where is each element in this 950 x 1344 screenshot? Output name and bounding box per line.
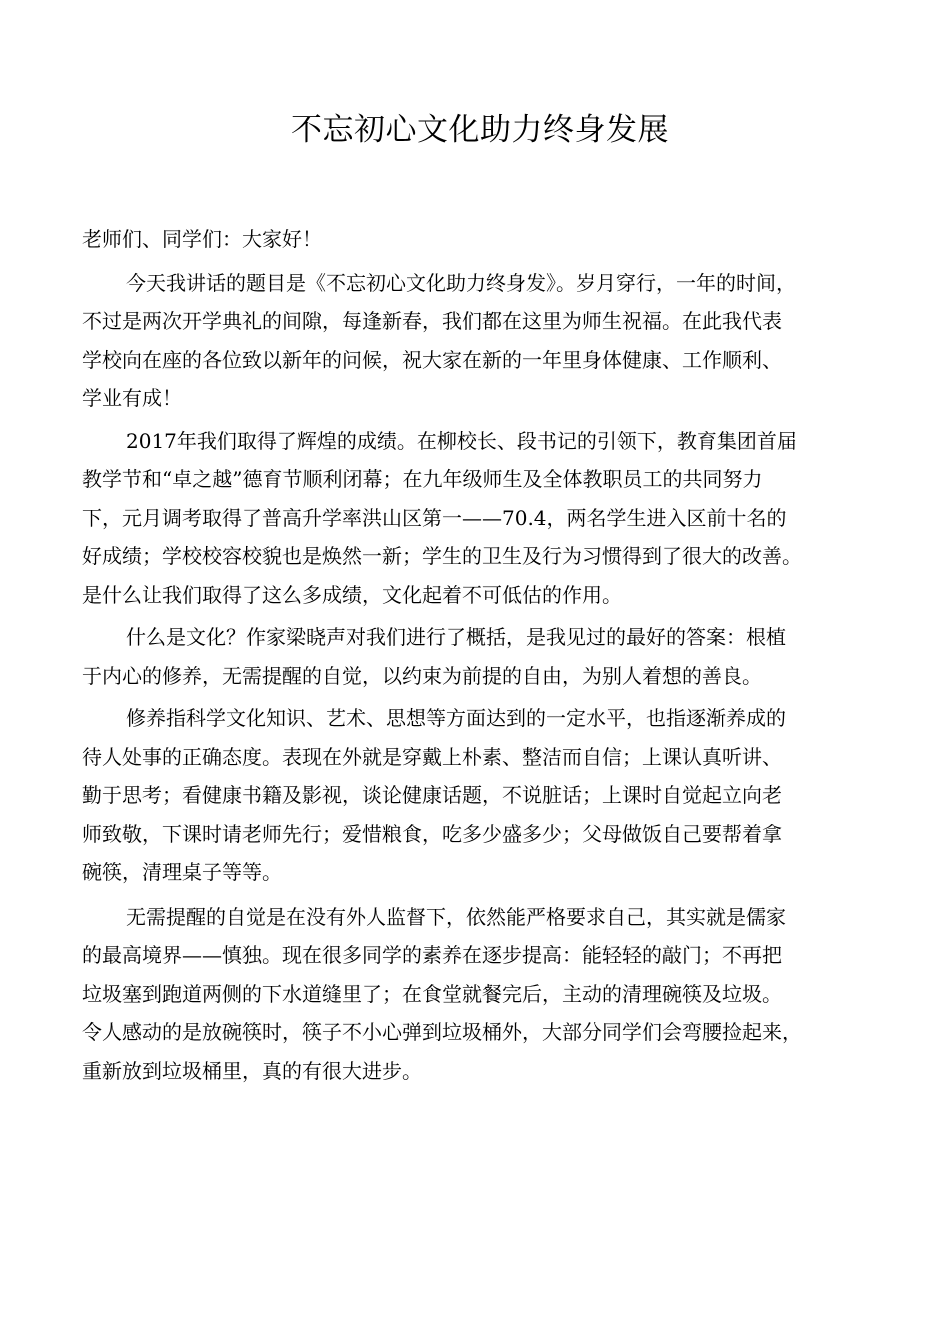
text-line: 勤于思考；看健康书籍及影视，谈论健康话题，不说脏话；上课时自觉起立向老 [82, 783, 782, 807]
paragraph-topic [82, 264, 878, 418]
text-line: 无需提醒的自觉是在没有外人监督下，依然能严格要求自己，其实就是儒家 [126, 904, 786, 929]
text-line: 修养指科学文化知识、艺术、思想等方面达到的一定水平，也指逐渐养成的 [126, 706, 786, 730]
text-line: 重新放到垃圾桶里，真的有很大进步。 [82, 1058, 422, 1083]
text-line: 待人处事的正确态度。表现在外就是穿戴上朴素、整洁而自信；上课认真听讲、 [82, 744, 782, 769]
text-line: 什么是文化？作家梁晓声对我们进行了概括，是我见过的最好的答案：根植 [126, 625, 786, 649]
text-line: 的最高境界——慎独。现在很多同学的素养在逐步提高：能轻轻的敲门；不再把 [82, 943, 782, 967]
text-line: 碗筷，清理桌子等等。 [82, 860, 282, 884]
text-line: 垃圾塞到跑道两侧的下水道缝里了；在食堂就餐完后，主动的清理碗筷及垃圾。 [82, 981, 782, 1006]
text-line: 好成绩；学校校容校貌也是焕然一新；学生的卫生及行为习惯得到了很大的改善。 [82, 544, 802, 568]
text-line: 是什么让我们取得了这么多成绩，文化起着不可低估的作用。 [82, 582, 622, 607]
document-body [82, 220, 878, 1090]
paragraph-cultivation [82, 699, 878, 892]
paragraph-greeting [82, 220, 878, 259]
text-line: 于内心的修养，无需提醒的自觉，以约束为前提的自由，为别人着想的善良。 [82, 663, 762, 688]
text-line: 下，元月调考取得了普高升学率洪山区第一——70.4，两名学生进入区前十名的 [82, 505, 787, 530]
document-title: 不忘初心文化助力终身发展 [291, 112, 669, 148]
text-line: 今天我讲话的题目是《不忘初心文化助力终身发》。岁月穿行，一年的时间， [126, 270, 796, 295]
paragraph-self-discipline [82, 898, 878, 1091]
text-line: 2017年我们取得了辉煌的成绩。在柳校长、段书记的引领下，教育集团首届 [126, 428, 797, 453]
text-line: 老师们、同学们：大家好！ [82, 227, 322, 251]
paragraph-culture-definition [82, 618, 878, 695]
text-line: 令人感动的是放碗筷时，筷子不小心弹到垃圾桶外，大部分同学们会弯腰捡起来， [82, 1020, 802, 1044]
text-line: 不过是两次开学典礼的间隙，每逢新春，我们都在这里为师生祝福。在此我代表 [82, 309, 782, 333]
text-line: 学校向在座的各位致以新年的问候，祝大家在新的一年里身体健康、工作顺利、 [82, 347, 782, 372]
text-line: 学业有成！ [82, 386, 182, 410]
paragraph-achievements [82, 422, 878, 615]
text-line: 教学节和“卓之越”德育节顺利闭幕；在九年级师生及全体教职员工的共同努力 [82, 467, 763, 491]
text-line: 师致敬，下课时请老师先行；爱惜粮食，吃多少盛多少；父母做饭自己要帮着拿 [82, 821, 782, 846]
